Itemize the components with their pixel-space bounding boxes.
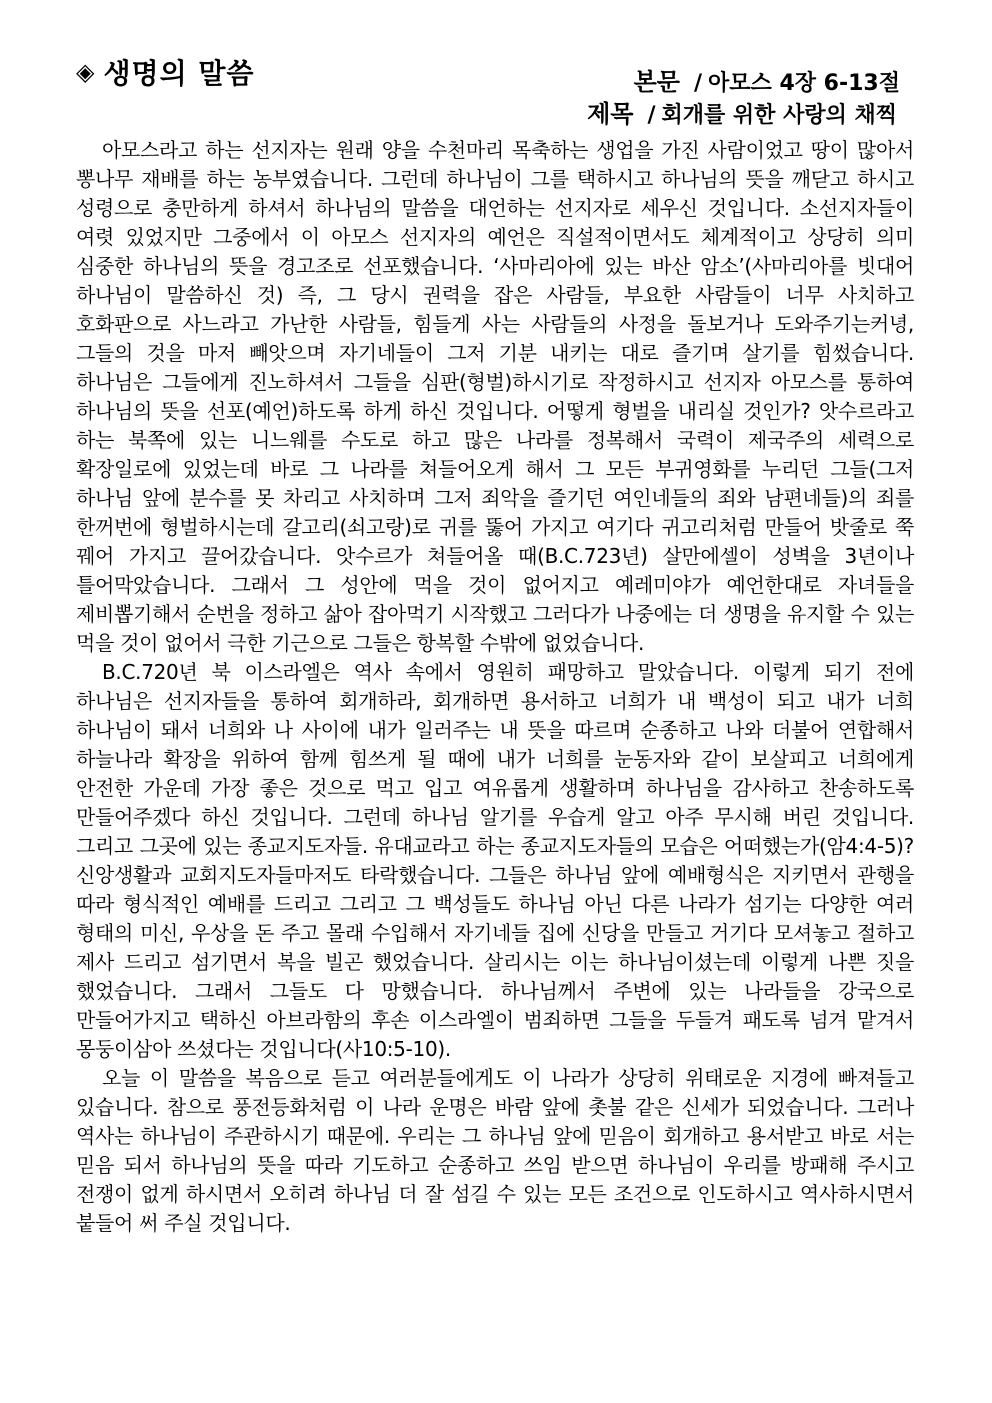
- body-paragraph-1: 아모스라고 하는 선지자는 원래 양을 수천마리 목축하는 생업을 가진 사람이었고 땅이 많아서 뽕나무 재배를 하는 농부였습니다. 그런데 하나님이 그를 택하시고 하나님의 뜻을 깨닫고 하시고 성령으로 충만하게 하셔서 하나님의 말씀을 대언하는 선지자로 세우신 것입니다. 소선지자들이 여렷 있었지만 그중에서 이 아모스 선지자의 예언은 직설적이면서도 체계적이고 상당히 의미 심중한 하나님의 뜻을 경고조로 선포했습니다. ‘사마리아에 있는 바산 암소’(사마리아를 빗대어 하나님이 말씀하신 것) 즉, 그 당시 권력을 잡은 사람들, 부요한 사람들이 너무 사치하고 호화판으로 사느라고 가난한 사람들, 힘들게 사는 사람들의 사정을 돌보거나 도와주기는커녕, 그들의 것을 마저 빼앗으며 자기네들이 그저 기분 내키는 대로 즐기며 살기를 힘썼습니다. 하나님은 그들에게 진노하셔서 그들을 심판(형벌)하시기로 작정하시고 선지자 아모스를 통하여 하나님의 뜻을 선포(예언)하도록 하게 하신 것입니다. 어떻게 형벌을 내리실 것인가? 앗수르라고 하는 북쪽에 있는 니느웨를 수도로 하고 많은 나라를 정복해서 국력이 제국주의 세력으로 확장일로에 있었는데 바로 그 나라를 쳐들어오게 해서 그 모든 부귀영화를 누리던 그들(그저 하나님 앞에 분수를 못 차리고 사치하며 그저 죄악을 즐기던 여인네들의 죄와 남편네들)의 죄를 한꺼번에 형벌하시는데 갈고리(쇠고랑)로 귀를 뚫어 가지고 여기다 귀고리처럼 만들어 밧줄로 쭉 꿰어 가지고 끌어갔습니다. 앗수르가 쳐들어올 때(B.C.723년) 살만에셀이 성벽을 3년이나 틀어막았습니다. 그래서 그 성안에 먹을 것이 없어지고 예레미야가 예언한대로 자녀들을 제비뽑기해서 순번을 정하고 삶아 잡아먹기 시작했고 그러다가 나중에는 더 생명을 유지할 수 있는 먹을 것이 없어서 극한 기근으로 그들은 항복할 수밖에 없었습니다.: [76, 138, 914, 655]
- section-title: 생명의 말씀: [103, 57, 255, 90]
- sermon-body: [76, 136, 914, 1238]
- sermon-subject: [587, 94, 897, 129]
- body-paragraph-3: 오늘 이 말씀을 복음으로 듣고 여러분들에게도 이 나라가 상당히 위태로운 지경에 빠져들고 있습니다. 참으로 풍전등화처럼 이 나라 운명은 바람 앞에 촛불 같은 신세가 되었습니다. 그러나 역사는 하나님이 주관하시기 때문에. 우리는 그 하나님 앞에 믿음이 회개하고 용서받고 바로 서는 믿음 되서 하나님의 뜻을 따라 기도하고 순종하고 쓰임 받으면 하나님이 우리를 방패해 주시고 전쟁이 없게 하시면서 오히려 하나님 더 잘 섬길 수 있는 모든 조건으로 인도하시고 역사하시면서 붙들어 써 주실 것입니다.: [76, 1066, 914, 1235]
- body-paragraph-2: B.C.720년 북 이스라엘은 역사 속에서 영원히 패망하고 말았습니다. 이렇게 되기 전에 하나님은 선지자들을 통하여 회개하라, 회개하면 용서하고 너희가 내 백성이 되고 내가 너희 하나님이 돼서 너희와 나 사이에 내가 일러주는 내 뜻을 따르며 순종하고 나와 더불어 연합해서 하늘나라 확장을 위하여 함께 힘쓰게 될 때에 내가 너희를 눈동자와 같이 보살피고 너희에게 안전한 가운데 가장 좋은 것으로 먹고 입고 여유롭게 생활하며 하나님을 감사하고 찬송하도록 만들어주겠다 하신 것입니다. 그런데 하나님 알기를 우습게 알고 아주 무시해 버린 것입니다. 그리고 그곳에 있는 종교지도자들. 유대교라고 하는 종교지도자들의 모습은 어떠했는가(암4:4-5)? 신앙생활과 교회지도자들마저도 타락했습니다. 그들은 하나님 앞에 예배형식은 지키면서 관행을 따라 형식적인 예배를 드리고 그리고 그 백성들도 하나님 아닌 다른 나라가 섬기는 다양한 여러 형태의 미신, 우상을 돈 주고 몰래 수입해서 자기네들 집에 신당을 만들고 거기다 모셔놓고 절하고 제사 드리고 섬기면서 복을 빌곤 했었습니다. 살리시는 이는 하나님이셨는데 이렇게 나쁜 짓을 했었습니다. 그래서 그들도 다 망했습니다. 하나님께서 주변에 있는 나라들을 강국으로 만들어가지고 택하신 아브라함의 후손 이스라엘이 범죄하면 그들을 두들겨 패도록 넘겨 맡겨서 몽둥이삼아 쓰셨다는 것입니다(사10:5-10).: [76, 660, 914, 1061]
- subject-label: 제목: [587, 100, 634, 128]
- scripture-label: 본문: [633, 68, 680, 96]
- diamond-bullet-icon: ◈: [76, 58, 96, 86]
- scripture-separator: /: [694, 71, 703, 96]
- scripture-value: 아모스 4장 6-13절: [708, 71, 900, 96]
- scripture-reference: [634, 62, 900, 97]
- subject-value: 회개를 위한 사랑의 채찍: [661, 103, 897, 128]
- subject-separator: /: [647, 103, 656, 128]
- section-heading: [76, 52, 254, 92]
